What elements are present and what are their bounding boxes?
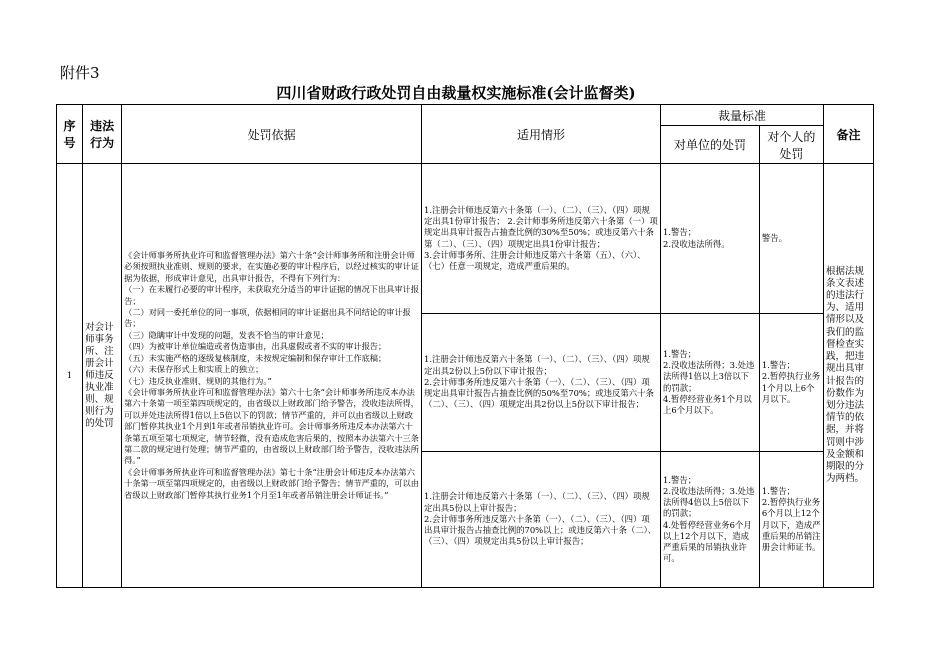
- attachment-label: 附件3: [60, 64, 100, 82]
- person-penalty-1: 警告。: [759, 164, 823, 314]
- row-remark: 根据法规条文表述的违法行为、适用情形以及我们的监督检查实践，把违规出具审计报告的份数作为划分违法情节的依据，并将罚则中涉及金额和期限的分为两档。: [823, 164, 873, 588]
- penalty-standard-table: [56, 104, 874, 588]
- table-row: [57, 164, 874, 314]
- header-basis: 处罚依据: [122, 105, 422, 164]
- header-person-penalty: 对个人的处罚: [759, 126, 823, 164]
- situation-3: 1.注册会计师违反第六十条第（一）、（二）、（三）、（四）项规定出具5份以上审计报告； 2.会计师事务所违反第六十条第（一）、（二）、（三）、（四）项出具审计报告占抽查比例的70%以上；或违反第六十条（二）、（三）、（四）项规定出具5份以上审计报告；: [422, 452, 661, 588]
- situation-2: 1.注册会计师违反第六十条第（一）、（二）、（三）、（四）项规定出具2份以上5份以下审计报告； 2.会计师事务所违反第六十条第（一）、（二）、（三）、（四）项规定出具审计报告占抽查比例的50%至70%；或违反第六十条（二）、（三）、（四）项规定出具2份以上5份以下审计报告；: [422, 314, 661, 452]
- situation-1: 1.注册会计师违反第六十条第（一）、（二）、（三）、（四）项规定出具1份审计报告； 2.会计师事务所违反第六十条第（一）项规定出具审计报告占抽查比例的30%至50%；或违反第六十条第（二）、（三）、（四）项规定出具1份审计报告； 3.会计师事务所、注册会计师违反第六十条第（五）、（六）、（七）任意一项规定，造成严重后果的。: [422, 164, 661, 314]
- header-seq: 序号: [57, 105, 83, 164]
- header-unit-penalty: 对单位的处罚: [661, 126, 760, 164]
- unit-penalty-3: 1.警告； 2.没收违法所得；3.处违法所得4倍以上5倍以下的罚款； 4.处暂停经营业务6个月以上12个月以下，造成严重后果的吊销执业许可。: [661, 452, 760, 588]
- page-title: 四川省财政行政处罚自由裁量权实施标准(会计监督类): [276, 84, 636, 102]
- header-remark: 备注: [823, 105, 873, 164]
- row-seq: 1: [57, 164, 83, 588]
- person-penalty-2: 1.警告； 2.暂停执行业务1个月以上6个月以下。: [759, 314, 823, 452]
- unit-penalty-1: 1.警告； 2.没收违法所得。: [661, 164, 760, 314]
- header-situation: 适用情形: [422, 105, 661, 164]
- row-basis: 《会计师事务所执业许可和监督管理办法》第六十条“会计师事务所和注册会计师必须按照执业准则、规则的要求，在实施必要的审计程序后，以经过核实的审计证据为依据，形成审计意见，出具审计报告，不得有下列行为： （一）在未履行必要的审计程序，未获取充分适当的审计证据的情况下出具审计报告； （二）对同一委托单位的同一事项，依据相同的审计证据出具不同结论的审计报告； （三）隐瞒审计中发现的问题，发表不恰当的审计意见； （四）为被审计单位编造或者伪造事由，出具虚假或者不实的审计报告； （五）未实施严格的逐级复核制度，未按规定编制和保存审计工作底稿； （六）未保存形式上和实质上的独立； （七）违反执业准则、规则的其他行为。” 《会计师事务所执业许可和监督管理办法》第六十七条“会计师事务所违反本办法第六十条第一项至第四项规定的，由省级以上财政部门给予警告，没收违法所得，可以并处违法所得1倍以上5倍以下的罚款；情节严重的，并可以由省级以上财政部门暂停其执业1个月到1年或者吊销执业许可。会计师事务所违反本办法第六十条第五项至第七项规定，情节轻微，没有造成危害后果的，按照本办法第六十三条第二款的规定进行处理；情节严重的，由省级以上财政部门给予警告，没收违法所得。” 《会计师事务所执业许可和监督管理办法》第七十条“注册会计师违反本办法第六十条第一项至第四项规定的，由省级以上财政部门给予警告；情节严重的，可以由省级以上财政部门暂停其执行业务1个月至1年或者吊销注册会计师证书。”: [122, 164, 422, 588]
- row-violation: 对会计师事务所、注册会计师违反执业准则、规则行为的处罚: [83, 164, 122, 588]
- unit-penalty-2: 1.警告； 2.没收违法所得；3.处违法所得1倍以上3倍以下的罚款； 4.暂停经营业务1个月以上6个月以下。: [661, 314, 760, 452]
- header-standard: 裁量标准: [661, 105, 824, 126]
- header-violation: 违法行为: [83, 105, 122, 164]
- person-penalty-3: 1.警告； 2.暂停执行业务6个月以上12个月以下，造成严重后果的吊销注册会计师证书。: [759, 452, 823, 588]
